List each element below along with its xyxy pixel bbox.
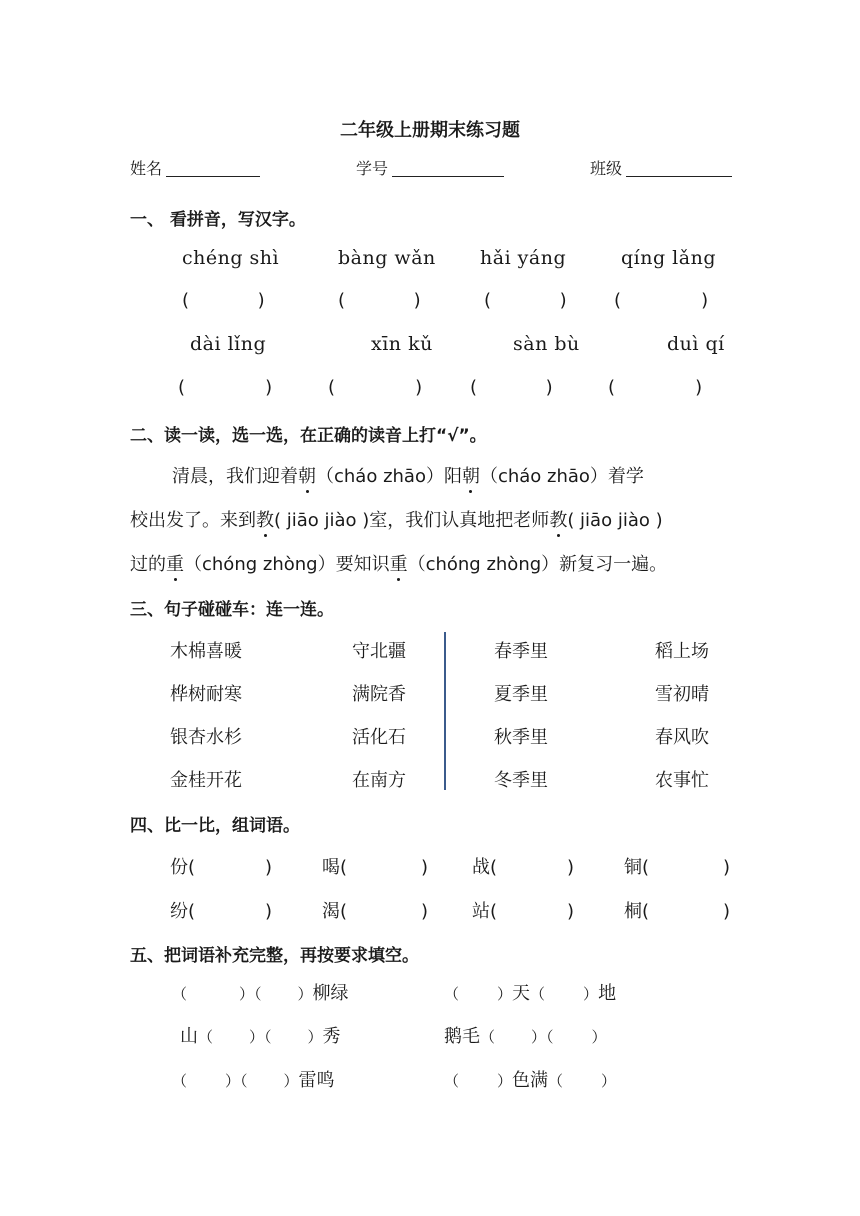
pinyin-item: duì qí — [667, 333, 725, 355]
page-title: 二年级上册期末练习题 — [340, 120, 520, 141]
pinyin-choice[interactable]: ( jiāo jiào )室，我们认真地把老师 — [274, 510, 550, 531]
dotted-char: 重 — [166, 550, 184, 576]
phrase-text: 山 — [180, 1026, 198, 1047]
answer-blank[interactable]: ( ) — [328, 377, 423, 398]
pinyin-choice[interactable]: （chóng zhòng）要知识 — [184, 554, 390, 575]
match-item-right[interactable]: 满院香 — [352, 684, 406, 705]
dotted-char: 教 — [256, 506, 274, 532]
char: 铜 — [624, 857, 642, 878]
match-item-left[interactable]: 金桂开花 — [170, 770, 242, 791]
passage-line-3 — [130, 550, 667, 576]
class-label: 班级 — [590, 159, 623, 178]
fill-phrase[interactable]: 鹅毛（ ）（ ） — [444, 1026, 607, 1047]
char: 纷 — [170, 901, 188, 922]
pinyin-item: chéng shì — [182, 247, 280, 269]
match-item-right[interactable]: 守北疆 — [352, 641, 406, 662]
phrase-text: 色满 — [512, 1070, 549, 1091]
section5-heading: 五、把词语补充完整，再按要求填空。 — [130, 946, 419, 966]
pinyin-item: bàng wǎn — [338, 247, 436, 269]
match-item-right[interactable]: 农事忙 — [655, 770, 709, 791]
match-item-left[interactable]: 木棉喜暖 — [170, 641, 242, 662]
pinyin-choice[interactable]: （cháo zhāo）阳 — [316, 466, 462, 487]
answer-blank[interactable]: ( ) — [614, 290, 709, 311]
passage-text: 校出发了。来到 — [130, 510, 256, 531]
pinyin-choice[interactable]: （cháo zhāo）着学 — [479, 466, 644, 487]
answer-blank[interactable]: ( ) — [470, 377, 553, 398]
name-label: 姓名 — [130, 159, 163, 178]
answer-blank[interactable]: ( ) — [608, 377, 703, 398]
phrase-text: 鹅毛 — [444, 1026, 480, 1047]
word-group-item[interactable]: 战( ) — [472, 857, 575, 878]
match-item-left[interactable]: 冬季里 — [494, 770, 548, 791]
answer-blank[interactable]: ( ) — [182, 290, 265, 311]
section4-heading: 四、比一比，组词语。 — [130, 816, 300, 836]
word-group-item[interactable]: 份( ) — [170, 857, 273, 878]
answer-blank[interactable]: ( ) — [338, 290, 421, 311]
pinyin-item: hǎi yáng — [480, 247, 567, 269]
class-blank[interactable] — [626, 176, 732, 177]
match-item-right[interactable]: 活化石 — [352, 727, 406, 748]
pinyin-item: qíng lǎng — [621, 247, 716, 269]
char: 喝 — [322, 857, 340, 878]
match-item-left[interactable]: 秋季里 — [494, 727, 548, 748]
answer-blank[interactable]: ( ) — [484, 290, 567, 311]
student-id-label: 学号 — [356, 159, 389, 178]
pinyin-item: xīn kǔ — [371, 333, 433, 355]
passage-text: 清晨，我们迎着 — [172, 466, 298, 487]
fill-phrase[interactable]: （ ）（ ）雷鸣 — [172, 1070, 335, 1091]
dotted-char: 朝 — [462, 462, 480, 488]
word-group-item[interactable]: 渴( ) — [322, 901, 429, 922]
word-group-item[interactable]: 站( ) — [472, 901, 575, 922]
match-item-right[interactable]: 雪初晴 — [655, 684, 709, 705]
char: 站 — [472, 901, 490, 922]
phrase-text: 地 — [598, 983, 617, 1004]
passage-line-2 — [130, 506, 663, 532]
passage-line-1 — [172, 462, 644, 488]
dotted-char: 朝 — [298, 462, 316, 488]
match-item-left[interactable]: 桦树耐寒 — [170, 684, 242, 705]
fill-phrase[interactable]: （ ）色满（ ） — [444, 1070, 617, 1091]
pinyin-choice[interactable]: （chóng zhòng）新复习一遍。 — [407, 554, 668, 575]
char: 战 — [472, 857, 490, 878]
pinyin-item: sàn bù — [513, 333, 580, 355]
match-item-right[interactable]: 稻上场 — [655, 641, 709, 662]
section3-heading: 三、句子碰碰车：连一连。 — [130, 600, 334, 620]
phrase-text: 柳绿 — [312, 983, 349, 1004]
pinyin-item: dài lǐng — [190, 333, 267, 355]
char: 桐 — [624, 901, 642, 922]
match-item-left[interactable]: 银杏水杉 — [170, 727, 242, 748]
word-group-item[interactable]: 桐( ) — [624, 901, 731, 922]
fill-phrase[interactable]: 山（ ）（ ）秀 — [180, 1026, 341, 1047]
dotted-char: 教 — [549, 506, 567, 532]
pinyin-choice[interactable]: ( jiāo jiào ) — [567, 510, 663, 531]
fill-phrase[interactable]: （ ）天（ ）地 — [444, 983, 617, 1004]
match-item-right[interactable]: 在南方 — [352, 770, 406, 791]
phrase-text: 秀 — [322, 1026, 341, 1047]
word-group-item[interactable]: 喝( ) — [322, 857, 429, 878]
word-group-item[interactable]: 纷( ) — [170, 901, 273, 922]
section1-heading: 一、 看拼音，写汉字。 — [130, 210, 306, 230]
word-group-item[interactable]: 铜( ) — [624, 857, 731, 878]
passage-text: 过的 — [130, 554, 166, 575]
name-blank[interactable] — [166, 176, 260, 177]
char: 份 — [170, 857, 188, 878]
student-id-blank[interactable] — [392, 176, 504, 177]
match-item-right[interactable]: 春风吹 — [655, 727, 709, 748]
column-divider — [444, 632, 446, 790]
phrase-text: 天 — [512, 983, 531, 1004]
section2-heading: 二、读一读，选一选，在正确的读音上打“√”。 — [130, 426, 487, 446]
match-item-left[interactable]: 春季里 — [494, 641, 548, 662]
phrase-text: 雷鸣 — [298, 1070, 335, 1091]
char: 渴 — [322, 901, 340, 922]
fill-phrase[interactable]: （ ）（ ）柳绿 — [172, 983, 349, 1004]
answer-blank[interactable]: ( ) — [178, 377, 273, 398]
match-item-left[interactable]: 夏季里 — [494, 684, 548, 705]
dotted-char: 重 — [390, 550, 408, 576]
